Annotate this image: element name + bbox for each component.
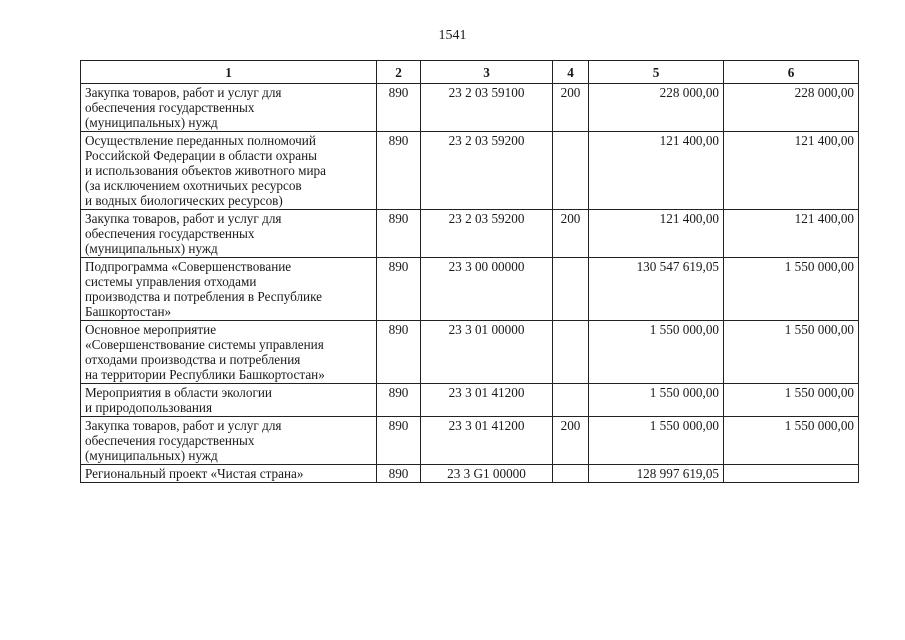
- row-sum5: 121 400,00: [589, 210, 724, 258]
- row-ved: 890: [377, 321, 421, 384]
- row-vr: [553, 384, 589, 417]
- row-ved: 890: [377, 210, 421, 258]
- row-csr: 23 2 03 59200: [421, 210, 553, 258]
- row-sum6: 1 550 000,00: [724, 384, 859, 417]
- row-csr: 23 3 01 41200: [421, 384, 553, 417]
- row-vr: 200: [553, 210, 589, 258]
- row-csr: 23 2 03 59100: [421, 84, 553, 132]
- row-ved: 890: [377, 384, 421, 417]
- row-sum6: 228 000,00: [724, 84, 859, 132]
- row-ved: 890: [377, 465, 421, 483]
- row-csr: 23 3 00 00000: [421, 258, 553, 321]
- row-name: Мероприятия в области экологии и природопользования: [81, 384, 377, 417]
- table-row: [81, 321, 859, 384]
- table-body: [81, 84, 859, 483]
- table-row: [81, 465, 859, 483]
- row-sum5: 1 550 000,00: [589, 417, 724, 465]
- row-name: Осуществление переданных полномочий Российской Федерации в области охраны и использования объектов животного мира (за исключением охотничьих ресурсов и водных биологических ресурсов): [81, 132, 377, 210]
- row-sum6: 121 400,00: [724, 132, 859, 210]
- table-row: [81, 84, 859, 132]
- table-row: [81, 384, 859, 417]
- row-sum6: 121 400,00: [724, 210, 859, 258]
- row-ved: 890: [377, 84, 421, 132]
- header-col-3: 3: [421, 61, 553, 84]
- row-csr: 23 3 01 41200: [421, 417, 553, 465]
- table-header: [81, 61, 859, 84]
- row-sum5: 128 997 619,05: [589, 465, 724, 483]
- row-csr: 23 3 G1 00000: [421, 465, 553, 483]
- header-col-2: 2: [377, 61, 421, 84]
- row-sum5: 1 550 000,00: [589, 321, 724, 384]
- header-col-6: 6: [724, 61, 859, 84]
- table-row: [81, 132, 859, 210]
- row-sum6: 1 550 000,00: [724, 321, 859, 384]
- row-name: Закупка товаров, работ и услуг для обеспечения государственных (муниципальных) нужд: [81, 417, 377, 465]
- header-col-1: 1: [81, 61, 377, 84]
- table-row: [81, 258, 859, 321]
- row-name: Закупка товаров, работ и услуг для обеспечения государственных (муниципальных) нужд: [81, 210, 377, 258]
- row-sum6: 1 550 000,00: [724, 417, 859, 465]
- row-ved: 890: [377, 417, 421, 465]
- row-vr: [553, 321, 589, 384]
- row-sum6: 1 550 000,00: [724, 258, 859, 321]
- row-name: Подпрограмма «Совершенствование системы управления отходами производства и потребления в Республике Башкортостан»: [81, 258, 377, 321]
- row-csr: 23 2 03 59200: [421, 132, 553, 210]
- row-vr: 200: [553, 417, 589, 465]
- page-number: 1541: [438, 28, 467, 43]
- row-vr: [553, 465, 589, 483]
- row-sum5: 228 000,00: [589, 84, 724, 132]
- row-vr: [553, 258, 589, 321]
- row-csr: 23 3 01 00000: [421, 321, 553, 384]
- row-sum5: 1 550 000,00: [589, 384, 724, 417]
- row-ved: 890: [377, 258, 421, 321]
- row-name: Закупка товаров, работ и услуг для обеспечения государственных (муниципальных) нужд: [81, 84, 377, 132]
- row-name: Региональный проект «Чистая страна»: [81, 465, 377, 483]
- row-ved: 890: [377, 132, 421, 210]
- budget-table: [80, 60, 859, 483]
- row-sum5: 121 400,00: [589, 132, 724, 210]
- row-vr: 200: [553, 84, 589, 132]
- table-row: [81, 210, 859, 258]
- row-sum6: [724, 465, 859, 483]
- header-col-5: 5: [589, 61, 724, 84]
- table-row: [81, 417, 859, 465]
- header-col-4: 4: [553, 61, 589, 84]
- row-name: Основное мероприятие «Совершенствование системы управления отходами производства и потребления на территории Республики Башкортостан»: [81, 321, 377, 384]
- row-vr: [553, 132, 589, 210]
- row-sum5: 130 547 619,05: [589, 258, 724, 321]
- header-row: [81, 61, 859, 84]
